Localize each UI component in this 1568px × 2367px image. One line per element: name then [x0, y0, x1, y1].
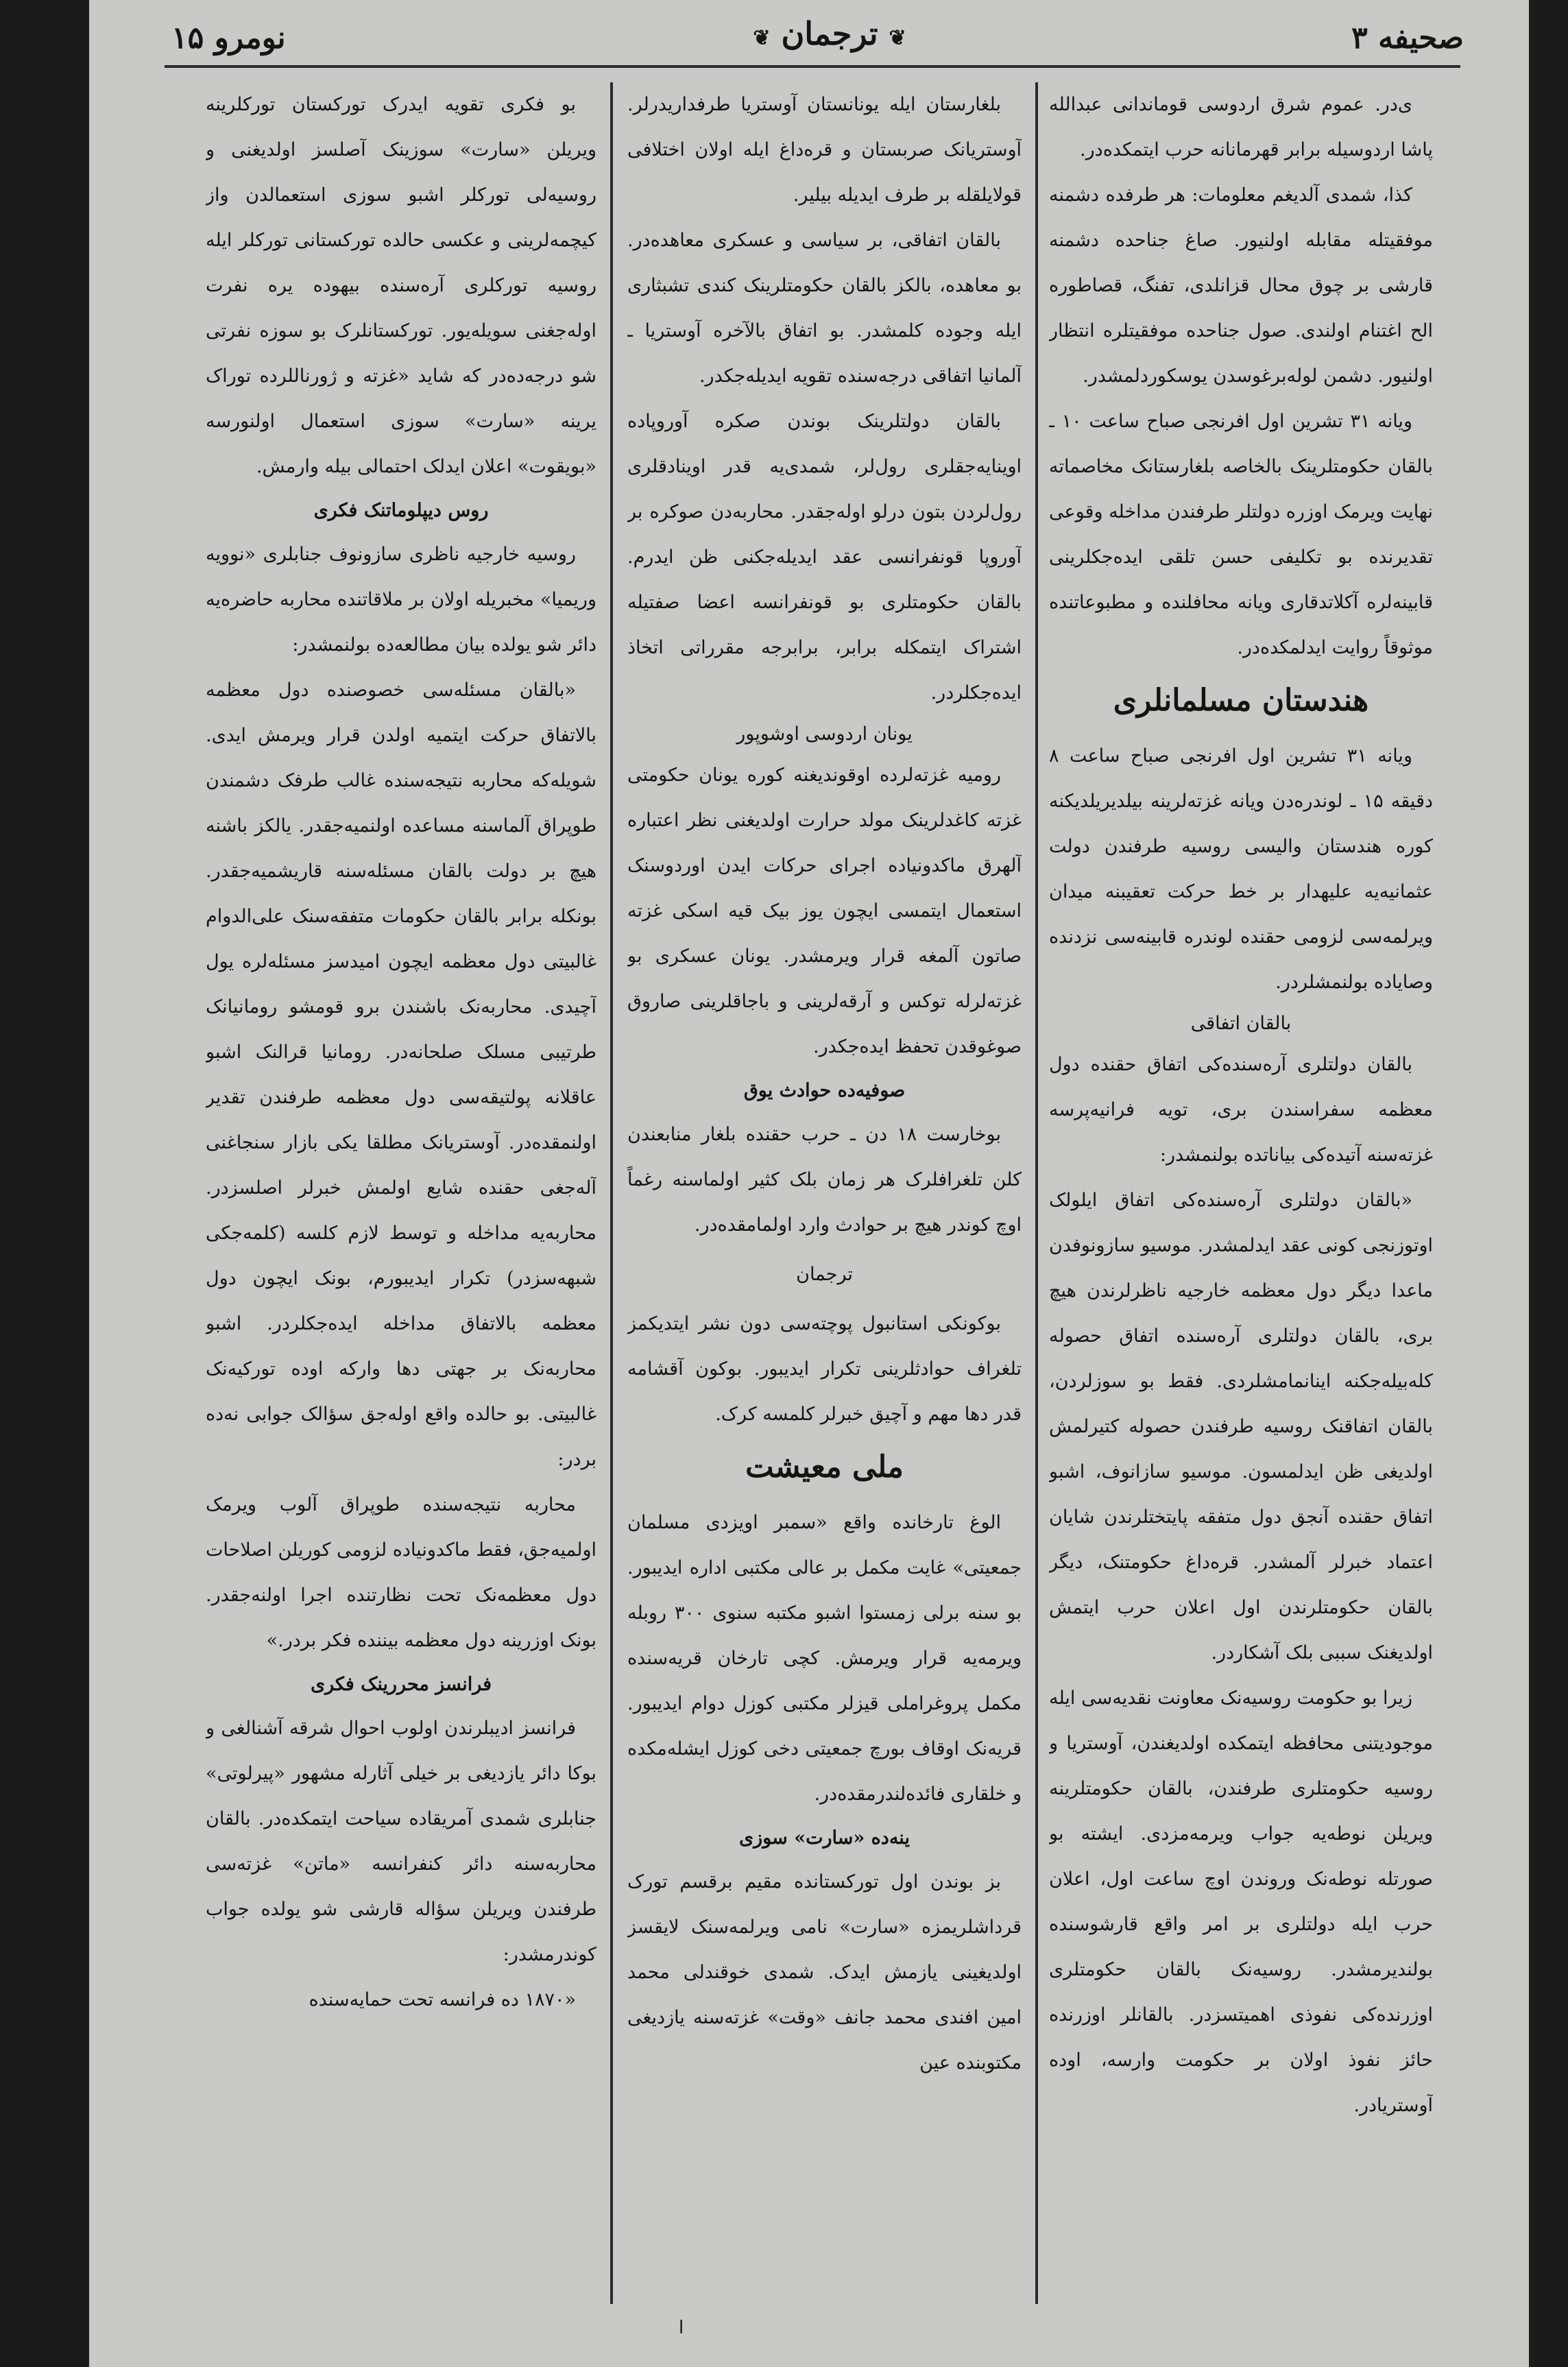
subheading: یونان اردوسی اوشوپور — [736, 723, 913, 745]
page-number: صحیفه ۳ — [1351, 21, 1464, 56]
paragraph: کذا، شمدی آلدیغم معلومات: هر طرفده دشمنه موفقیتله مقابله اولنیور. صاغ جناحده دشمنه قارشی بر چوق محال قزانلدی، تفنگ، قصاطوره الح اغتنام اولندی. صول جناحده موفقیتلره انتظار اولنیور. دشمن لوله‌برغوسدن یوسکوردلمشدر. — [1049, 184, 1433, 387]
paragraph: ویانه ۳۱ تشرین اول افرنجی صباح ساعت ۱۰ ـ بالقان حکومتلرینک بالخاصه بلغارستانک مخاصماته نهایت ویرمک اوزره دولتلر طرفندن مداخله وقوعی تقدیرنده بو تکلیفی حسن تلقی ایده‌جکلرینی قابینه‌لره آکلاتدقاری ویانه محافلنده و مطبوعاتنده موثوقاً روایت ایدلمکده‌در. — [1049, 411, 1433, 658]
page-footer-mark: ا — [679, 2318, 684, 2338]
paragraph: «۱۸۷۰ ده فرانسه تحت حمایه‌سنده — [309, 1989, 576, 2010]
paragraph: فرانسز ادیبلرندن اولوب احوال شرقه آشنالغی و بوکا دائر یازدیغی بر خیلی آثارله مشهور «پیرلوتی» جنابلری شمدی آمریقاده سیاحت ایتمکده‌در. بالقان محاربه‌سنه دائر کنفرانسه «ماتن» غزته‌سی طرفندن ویریلن سؤاله قارشی شو یولده جواب کوندرمشدر: — [206, 1718, 596, 1965]
paragraph: محاربه نتیجه‌سنده طوپراق آلوب ویرمک اولمیه‌جق، فقط ماکدونیاده لزومی کوریلن اصلاحات دول معظمه‌نک تحت نظارتنده اجرا اولنه‌جقدر. بونک اوزرینه دول معظمه بیننده فکر بردر.» — [206, 1494, 596, 1651]
paragraph: «بالقان دولتلری آره‌سنده‌کی اتفاق ایلولک اوتوزنجی کونی عقد ایدلمشدر. موسیو سازونوفدن ماعدا دیگر دول معظمه خارجیه ناظرلرندن هیچ بری، بالقان دولتلری آره‌سنده اتفاق حصوله کله‌بیله‌جکنه اینانمامشلردی. فقط بو سوزلردن، بالقان اتفاقنک روسیه طرفندن حصوله کتیرلمش اولدیغی ظن ایدلمسون. موسیو سازانوف، اشبو اتفاق حقنده آنجق دول متفقه پایتختلرندن شایان اعتماد خبرلر آلمشدر. قره‌داغ حکومتنک، دیگر بالقان حکومتلرندن اول اعلان حرب ایتمش اولدیغنک سببی بلک آشکاردر. — [1049, 1190, 1433, 1663]
paragraph: الوغ تارخانده واقع «سمبر اویزدی مسلمان جمعیتی» غایت مکمل بر عالی مکتبی اداره ایدیبور. بو سنه برلی زمستوا اشبو مکتبه سنوی ۳۰۰ روبله ویرمه‌یه قرار ویرمش. کچی تارخان قریه‌سنده مکمل پروغراملی قیزلر مکتبی کوزل دوام ایدیبور. قریه‌نک اوقاف بورچ جمعیتی دخی کوزل ایشله‌مکده و خلقاری فائده‌لندرمقده‌در. — [627, 1512, 1022, 1805]
subheading: ینه‌ده «سارت» سوزی — [739, 1827, 910, 1849]
column-divider — [1035, 82, 1038, 2304]
masthead-title — [706, 15, 953, 52]
paragraph: بالقان دولتلری آره‌سنده‌کی اتفاق حقنده دول معظمه سفراسندن بری، تویه فرانیه‌پرسه غزته‌سنه آتیده‌کی بیاناتده بولنمشدر: — [1049, 1054, 1433, 1166]
header-rule — [165, 65, 1460, 68]
paragraph: ویانه ۳۱ تشرین اول افرنجی صباح ساعت ۸ دقیقه ۱۵ ـ لوندره‌دن ویانه غزته‌لرینه بیلدیریلدیکنه کوره هندستان والیسی روسیه طرفندن دولت عثمانیه‌یه علیهدار بر خط حرکت تعقیبنه میدان ویرلمه‌سی لزومی حقنده لوندره قابینه‌سی نزدنده وصایاده بولنمشلردر. — [1049, 745, 1433, 993]
paragraph: بلغارستان ایله یونانستان آوستریا طرفداریدرلر. آوستریانک صربستان و قره‌داغ ایله اولان اختلافی قولایلقله بر طرف ایدیله بیلیر. — [627, 94, 1022, 206]
paragraph: بو فکری تقویه ایدرک توركستان توركلرینه ویریلن «سارت» سوزینک آصلسز اولدیغنی و روسیه‌لی توركلر اشبو سوزی استعمالدن واز کیچمه‌لرینی و عکسی حالده توركستانی تورکلر ایله روسیه توركلری آره‌سنده بیهوده یره نفرت اوله‌جغنی سویله‌یور. توركستانلرک بو سوزه نفرتی شو درجه‌ده‌در که شاید «غزته و ژورناللرده توراک یرینه «سارت» سوزی استعمال اولنورسه «بویقوت» اعلان ایدلک احتمالی بیله وارمش. — [206, 94, 596, 477]
paragraph: رومیه غزته‌لرده اوقوندیغنه کوره یونان حکومتی غزته کاغدلرینک مولد حرارت اولدیغنی نظر اعتباره آلهرق ماکدونیاده اجرای حرکات ایدن اوردوسنک استعمال ایتمسی ایچون یوز بیک قیه اسکی غزته صاتون آلمغه قرار ویرمشدر. یونان عسکری بو غزته‌لرله توکس و آرقه‌لرینی و باجاقلرینی صاروق صوغوقدن تحفظ ایده‌جکدر. — [627, 765, 1022, 1057]
paragraph: روسیه خارجیه ناظری سازونوف جنابلری «نوویه وریمیا» مخبریله اولان بر ملاقاتنده محاربه حاضره‌یه دائر شو یولده بیان مطالعه‌ده بولنمشدر: — [206, 544, 596, 656]
section-heading: ملی معیشت — [745, 1450, 904, 1485]
subheading: فرانسز محررینک فکری — [310, 1674, 492, 1695]
issue-number: نومرو ۱۵ — [171, 21, 286, 56]
paragraph: بوخارست ۱۸ دن ـ حرب حقنده بلغار منابعندن کلن تلغرافلرک هر زمان بلک کثیر اولماسنه رغماً اوچ کوندر هیچ بر حوادث وارد اولمامقده‌در. — [627, 1124, 1022, 1236]
ornament-icon: ❦ — [753, 26, 771, 50]
subheading: بالقان اتفاقی — [1190, 1013, 1292, 1034]
column-right — [1049, 82, 1433, 2297]
column-left — [206, 82, 596, 2297]
column-divider — [610, 82, 613, 2304]
paragraph: «بالقان مسئله‌سی خصوصنده دول معظمه بالاتفاق حرکت ایتمیه اولدن قرار ویرمش ایدی. شویله‌که محاربه نتیجه‌سنده غالب طرفک دشمندن طوپراق آلماسنه مساعده اولنمیه‌جقدر. یالکز باشنه هیچ بر دولت بالقان مسئله‌سنه قاریشمیه‌جقدر. بونکله برابر بالقان حکومات متفقه‌سنک علی‌الدوام غالبیتی دول معظمه ایچون امیدسز مسئله‌لره یول آچیدی. محاربه‌نک باشندن برو قومشو رومانیانک طرتیبی مسلک صلحانه‌در. رومانیا قرالنک اشبو عاقلانه پولتیقه‌سی دول معظمه طرفندن تقدیر اولنمقده‌در. آوستریانک مطلقا یکی بازار سنجاغنی آله‌جغی حقنده شایع اولمش خبرلر اصلسزدر. محاربه‌یه مداخله و توسط لازم کلسه (کلمه‌جکی شبهه‌سزدر) تکرار ایدیبورم، بونک ایچون دول معظمه بالاتفاق مداخله ایده‌جکلردر. اشبو محاربه‌نک بر جهتی دها وارکه اوده توركیه‌نک غالبیتی. بو حالده واقع اوله‌جق سؤالک جوابی نه‌ده بردر: — [206, 680, 596, 1470]
paragraph: بوکونکی استانبول پوچته‌سی دون نشر ایتدیکمز تلغراف حوادثلرینی تکرار ایدیبور. بوکون آقشامه قدر دها مهم و آچیق خبرلر کلمسه کرک. — [627, 1313, 1022, 1425]
section-heading: هندستان مسلمانلری — [1113, 683, 1369, 718]
paragraph: بالقان دولتلرینک بوندن صکره آوروپاده اوینایه‌جقلری رول‌لر، شمدی‌یه قدر اوینادقلری رول‌لردن بتون درلو اوله‌جقدر. محاربه‌دن صوکره بر آوروپا قونفرانسی عقد ایدیله‌جکنی ظن ایدرم. بالقان حکومتلری بو قونفرانسه اعضا صفتیله اشتراک ایتمکله برابر، برابرجه مقرراتی اتخاذ ایده‌جکلردر. — [627, 411, 1022, 704]
subheading: صوفیه‌ده حوادث یوق — [743, 1080, 906, 1101]
signature: ترجمان — [796, 1264, 853, 1285]
column-middle — [627, 82, 1022, 2297]
masthead-text: ترجمان — [781, 15, 878, 52]
paragraph: بز بوندن اول توركستانده مقیم برقسم تورک قرداشلریمزه «سارت» نامی ویرلمه‌سنک لایقسز اولدیغینی یازمش ایدک. شمدی خوقندلی محمد امین افندی محمد جانف «وقت» غزته‌سنه یازدیغی مکتوبنده عین — [627, 1871, 1022, 2074]
page-header — [89, 0, 1529, 75]
subheading: روس دیپلوماتنک فکری — [313, 500, 489, 521]
paragraph: زیرا بو حکومت روسیه‌نک معاونت نقدیه‌سی ایله موجودیتنی محافظه ایتمکده اولدیغندن، آوستریا و روسیه حکومتلری طرفندن، بالقان حکومتلرینه ویریلن نوطه‌یه جواب ویرمه‌مزدی. ایشته بو صورتله نوطه‌نک وروندن اوچ ساعت اول، اعلان حرب ایله دولتلری بر امر واقع قارشوسنده بولندیرمشدر. روسیه‌نک بالقان حکومتلری اوزرنده‌کی نفوذی اهمیتسزدر. بالقانلر اوزرنده حائز نفوذ اولان بر حکومت وارسه، اوده آوستریادر. — [1049, 1687, 1433, 2116]
paragraph: بالقان اتفاقی، بر سیاسی و عسکری معاهده‌در. بو معاهده، بالکز بالقان حکومتلرینک کندی تشبثاری ایله وجوده کلمشدر. بو اتفاق بالآخره آوستریا ـ آلمانیا اتفاقی درجه‌سنده تقویه ایدیله‌جکدر. — [627, 230, 1022, 387]
ornament-icon: ❦ — [889, 26, 906, 50]
paragraph: ی‌در. عموم شرق اردوسی قوماندانی عبدالله پاشا اردوسیله برابر قهرمانانه حرب ایتمکده‌در. — [1049, 94, 1433, 160]
newspaper-page — [89, 0, 1529, 2367]
